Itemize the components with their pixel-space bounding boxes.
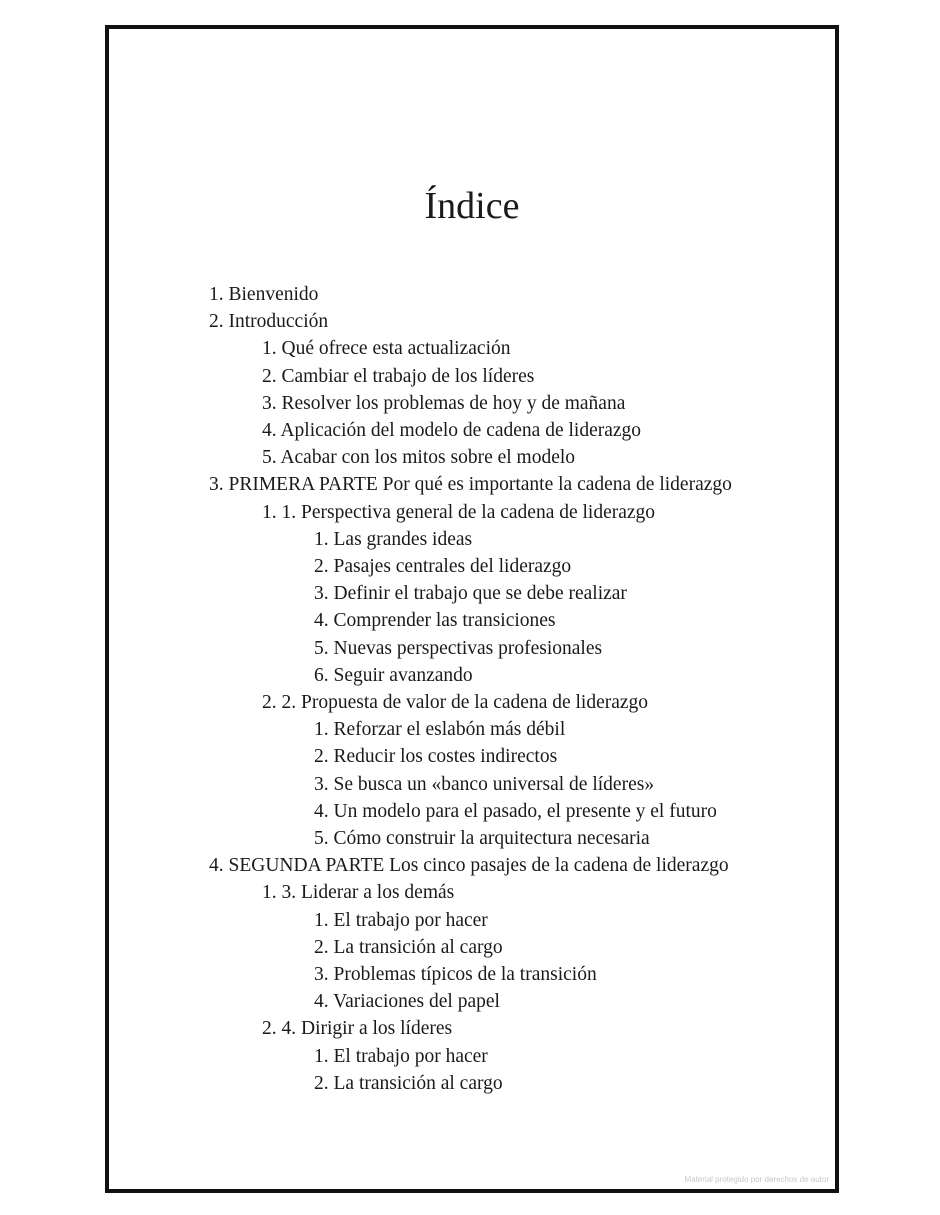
toc-entry-number: 5. (262, 447, 277, 469)
toc-entry-title: Resolver los problemas de hoy y de mañana (281, 392, 626, 414)
toc-entry-level-2[interactable] (209, 1015, 732, 1042)
toc-entry-level-2[interactable] (209, 444, 732, 471)
toc-entry-number: 1. (262, 882, 277, 904)
toc-entry-title: Comprender las transiciones (333, 610, 556, 632)
toc-entry-level-3[interactable] (209, 1043, 732, 1070)
toc-entry-level-2[interactable] (209, 689, 732, 716)
toc-entry-level-2[interactable] (209, 879, 732, 906)
toc-entry-title: El trabajo por hacer (333, 1045, 488, 1067)
toc-entry-number: 2. (209, 311, 224, 333)
toc-entry-number: 3. (314, 773, 329, 795)
toc-entry-level-3[interactable] (209, 580, 732, 607)
toc-entry-title: Problemas típicos de la transición (333, 964, 597, 986)
toc-entry-title: Introducción (228, 311, 329, 333)
toc-entry-level-3[interactable] (209, 607, 732, 634)
toc-entry-number: 2. (314, 556, 329, 578)
toc-entry-number: 3. (314, 583, 329, 605)
toc-entry-number: 2. (314, 936, 329, 958)
toc-entry-title: Bienvenido (228, 284, 319, 305)
toc-entry-number: 4. (314, 800, 329, 822)
toc-entry-number: 3. (314, 964, 329, 986)
toc-entry-title: La transición al cargo (333, 936, 503, 958)
toc-entry-level-3[interactable] (209, 716, 732, 743)
toc-entry-title: Aplicación del modelo de cadena de liderazgo (280, 420, 642, 442)
toc-entry-title: 1. Perspectiva general de la cadena de liderazgo (281, 501, 656, 523)
copyright-watermark: Material protegido por derechos de autor (684, 1175, 829, 1184)
toc-entry-level-3[interactable] (209, 934, 732, 961)
toc-entry-number: 3. (262, 392, 277, 414)
toc-entry-title: Cómo construir la arquitectura necesaria (333, 828, 650, 850)
toc-entry-title: Las grandes ideas (333, 528, 473, 550)
page-frame (105, 25, 839, 1193)
toc-entry-number: 4. (314, 991, 329, 1013)
toc-entry-number: 2. (262, 692, 277, 714)
toc-entry-title: 4. Dirigir a los líderes (281, 1018, 453, 1040)
toc-entry-level-1[interactable] (209, 852, 732, 879)
toc-entry-title: La transición al cargo (333, 1072, 503, 1094)
toc-entry-level-3[interactable] (209, 1070, 732, 1097)
toc-entry-level-3[interactable] (209, 798, 732, 825)
toc-entry-title: PRIMERA PARTE Por qué es importante la cadena de liderazgo (228, 474, 732, 496)
toc-entry-number: 1. (262, 338, 277, 360)
toc-entry-number: 4. (209, 855, 224, 877)
toc-entry-title: Pasajes centrales del liderazgo (333, 556, 572, 578)
toc-entry-level-3[interactable] (209, 988, 732, 1015)
toc-entry-title: 2. Propuesta de valor de la cadena de liderazgo (281, 692, 649, 714)
toc-entry-level-3[interactable] (209, 553, 732, 580)
toc-entry-title: SEGUNDA PARTE Los cinco pasajes de la cadena de liderazgo (228, 855, 729, 877)
toc-entry-level-3[interactable] (209, 961, 732, 988)
page-title: Índice (424, 185, 520, 227)
toc-entry-number: 1. (209, 284, 224, 305)
toc-entry-number: 1. (314, 528, 329, 550)
toc-entry-number: 1. (262, 501, 277, 523)
toc-entry-title: 3. Liderar a los demás (281, 882, 455, 904)
toc-entry-number: 4. (314, 610, 329, 632)
toc-entry-title: Se busca un «banco universal de líderes» (333, 773, 655, 795)
toc-entry-number: 2. (314, 1072, 329, 1094)
toc-entry-level-3[interactable] (209, 771, 732, 798)
toc-entry-level-2[interactable] (209, 390, 732, 417)
toc-entry-title: Reforzar el eslabón más débil (333, 719, 566, 741)
toc-entry-level-2[interactable] (209, 363, 732, 390)
toc-entry-level-2[interactable] (209, 499, 732, 526)
toc-entry-level-1[interactable] (209, 281, 732, 308)
toc-entry-level-3[interactable] (209, 526, 732, 553)
toc-entry-level-3[interactable] (209, 907, 732, 934)
toc-entry-title: Cambiar el trabajo de los líderes (281, 365, 535, 387)
toc-entry-number: 3. (209, 474, 224, 496)
toc-entry-number: 2. (314, 746, 329, 768)
toc-entry-title: Reducir los costes indirectos (333, 746, 558, 768)
toc-entry-number: 2. (262, 1018, 277, 1040)
toc-entry-title: Variaciones del papel (333, 991, 500, 1013)
toc-entry-title: Qué ofrece esta actualización (281, 338, 511, 360)
toc-entry-level-2[interactable] (209, 335, 732, 362)
toc-entry-number: 5. (314, 637, 329, 659)
toc-entry-title: El trabajo por hacer (333, 909, 488, 931)
toc-entry-level-2[interactable] (209, 417, 732, 444)
toc-entry-number: 1. (314, 909, 329, 931)
toc-entry-title: Definir el trabajo que se debe realizar (333, 583, 627, 605)
toc-entry-level-1[interactable] (209, 308, 732, 335)
table-of-contents (209, 281, 732, 1097)
toc-entry-level-1[interactable] (209, 471, 732, 498)
toc-entry-title: Nuevas perspectivas profesionales (333, 637, 603, 659)
toc-entry-number: 1. (314, 1045, 329, 1067)
toc-entry-level-3[interactable] (209, 743, 732, 770)
toc-entry-title: Seguir avanzando (333, 664, 473, 686)
toc-entry-number: 4. (262, 420, 277, 442)
toc-entry-number: 5. (314, 828, 329, 850)
toc-entry-title: Un modelo para el pasado, el presente y el futuro (333, 800, 717, 822)
toc-entry-level-3[interactable] (209, 825, 732, 852)
toc-entry-number: 6. (314, 664, 329, 686)
toc-entry-level-3[interactable] (209, 635, 732, 662)
toc-entry-title: Acabar con los mitos sobre el modelo (280, 447, 576, 469)
toc-entry-number: 2. (262, 365, 277, 387)
toc-entry-level-3[interactable] (209, 662, 732, 689)
toc-entry-number: 1. (314, 719, 329, 741)
